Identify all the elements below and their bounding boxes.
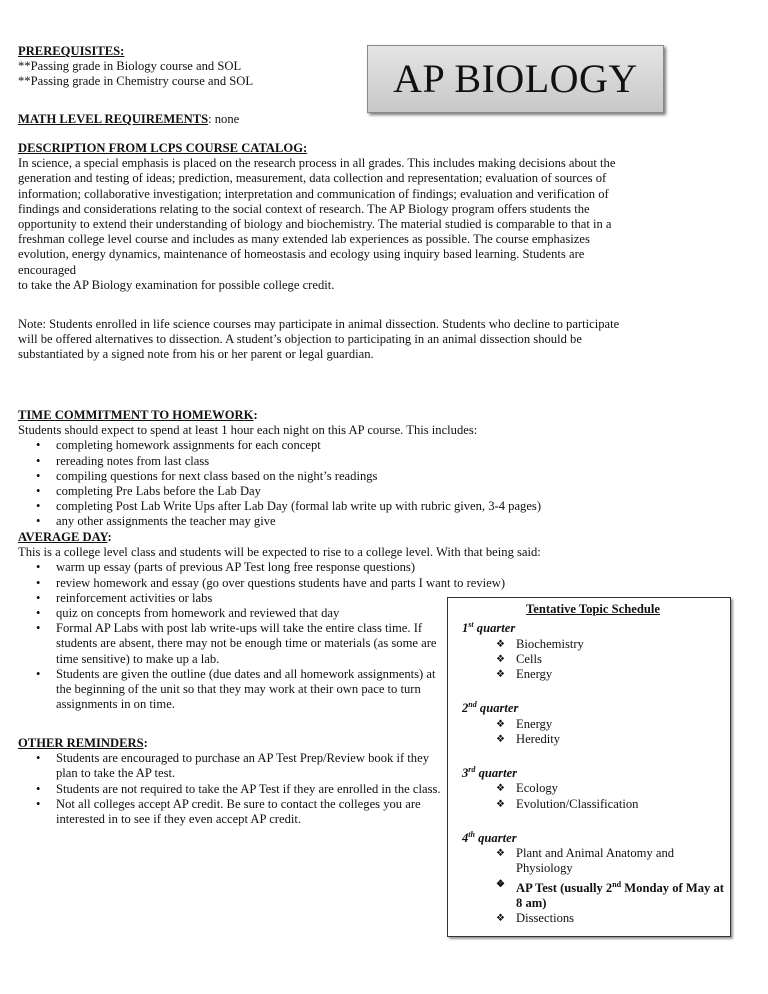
prerequisite-item: **Passing grade in Biology course and SOL bbox=[18, 59, 242, 74]
list-item: • Formal AP Labs with post lab write-ups will take the entire class time. If students are absent, there may not be enough time or materials (as some are time sensitive) to make up a lab. bbox=[44, 621, 446, 667]
document-page bbox=[18, 0, 748, 994]
list-item: • any other assignments the teacher may give bbox=[44, 514, 726, 529]
description-line: freshman college level course and includes as many extended lab experiences as possible. The course emphasizes bbox=[18, 232, 590, 247]
quarter-topics bbox=[462, 717, 724, 747]
list-item: • quiz on concepts from homework and reviewed that day bbox=[44, 606, 446, 621]
list-item: • compiling questions for next class based on the night’s readings bbox=[44, 469, 726, 484]
ap-test-item: ❖ AP Test (usually 2nd Monday of May at 8 am) bbox=[502, 877, 724, 912]
course-title: AP BIOLOGY bbox=[393, 56, 638, 102]
list-item: • reinforcement activities or labs bbox=[44, 591, 726, 606]
description-section bbox=[18, 141, 726, 293]
quarter-topics bbox=[462, 781, 724, 811]
description-line: In science, a special emphasis is placed on the research process in all grades. This includes making decisions about the bbox=[18, 156, 616, 171]
math-requirements bbox=[18, 112, 239, 127]
topic-item: ❖ Ecology bbox=[502, 781, 724, 796]
list-item: • warm up essay (parts of previous AP Test long free response questions) bbox=[44, 560, 726, 575]
quarter-heading: 3rd quarter bbox=[462, 765, 518, 781]
prerequisite-item: **Passing grade in Chemistry course and SOL bbox=[18, 74, 254, 89]
note-line: substantiated by a signed note from his or her parent or legal guardian. bbox=[18, 347, 374, 362]
other-reminders-list bbox=[18, 751, 448, 827]
description-heading: DESCRIPTION FROM LCPS COURSE CATALOG: bbox=[18, 141, 308, 155]
topic-item: ❖ Evolution/Classification bbox=[502, 797, 724, 812]
math-value: : none bbox=[208, 112, 240, 126]
prerequisites-section bbox=[18, 44, 348, 90]
description-line: evolution, energy dynamics, maintenance of homeostasis and ecology using inquiry based learning. Students are bbox=[18, 247, 585, 262]
average-day-intro: This is a college level class and students will be expected to rise to a college level. With that being said: bbox=[18, 545, 541, 560]
quarter-heading: 1st quarter bbox=[462, 620, 516, 636]
list-item: • Students are given the outline (due dates and all homework assignments) at the beginning of the unit so that they may work at their own pace to turn assignments in on time. bbox=[44, 667, 446, 713]
topic-item: ❖ Dissections bbox=[502, 911, 724, 926]
course-title-box bbox=[367, 45, 664, 113]
other-reminders-heading-colon: : bbox=[143, 736, 148, 750]
description-line: information; collaborative investigation; interpretation and communication of findings; evaluation and verification of bbox=[18, 186, 609, 201]
quarter-heading: 2nd quarter bbox=[462, 700, 519, 716]
homework-section bbox=[18, 408, 726, 530]
average-day-heading-colon: : bbox=[107, 530, 112, 544]
homework-heading: TIME COMMITMENT TO HOMEWORK bbox=[18, 408, 254, 422]
note-line: Note: Students enrolled in life science courses may participate in animal dissection. Students who decline to participate bbox=[18, 317, 620, 331]
homework-list bbox=[18, 438, 726, 529]
topic-item: ❖ Cells bbox=[502, 652, 724, 667]
quarter-topics bbox=[462, 846, 724, 926]
description-line: encouraged bbox=[18, 262, 77, 277]
average-day-heading: AVERAGE DAY bbox=[18, 530, 108, 544]
description-line: findings and considerations relating to the social context of research. The AP Biology program offers students the bbox=[18, 201, 590, 216]
list-item: • completing Pre Labs before the Lab Day bbox=[44, 484, 726, 499]
list-item: • Not all colleges accept AP credit. Be sure to contact the colleges you are interested in to see if they even accept AP credit. bbox=[44, 797, 448, 827]
note-line: will be offered alternatives to dissection. A student’s objection to participating in an animal dissection should be bbox=[18, 332, 582, 347]
description-line: opportunity to extend their understanding of biology and biochemistry. The material studied is comparable to that in a bbox=[18, 217, 612, 232]
list-item: • completing Post Lab Write Ups after Lab Day (formal lab write up with rubric given, 3-4 pages) bbox=[44, 499, 726, 514]
list-item: • completing homework assignments for each concept bbox=[44, 438, 726, 453]
topic-schedule-box bbox=[447, 597, 731, 937]
other-reminders-section bbox=[18, 736, 448, 827]
homework-heading-colon: : bbox=[253, 408, 258, 422]
homework-intro: Students should expect to spend at least 1 hour each night on this AP course. This includes: bbox=[18, 423, 478, 438]
list-item: • Students are not required to take the AP Test if they are enrolled in the class. bbox=[44, 782, 448, 797]
quarter-topics bbox=[462, 637, 724, 683]
topic-item: ❖ Energy bbox=[502, 667, 724, 682]
description-line: generation and testing of ideas; prediction, measurement, data collection and representation; evaluation of sources of bbox=[18, 171, 607, 186]
list-item: • rereading notes from last class bbox=[44, 454, 726, 469]
other-reminders-heading: OTHER REMINDERS bbox=[18, 736, 144, 750]
list-item: • Students are encouraged to purchase an AP Test Prep/Review book if they plan to take the AP test. bbox=[44, 751, 448, 781]
topic-item: ❖ Energy bbox=[502, 717, 724, 732]
prerequisites-heading: PREREQUISITES: bbox=[18, 44, 125, 58]
topic-item: ❖ Biochemistry bbox=[502, 637, 724, 652]
description-line: to take the AP Biology examination for possible college credit. bbox=[18, 277, 335, 292]
quarter-heading: 4th quarter bbox=[462, 829, 517, 845]
topic-item: ❖ Heredity bbox=[502, 732, 724, 747]
topic-item: ❖ Plant and Animal Anatomy and Physiology bbox=[502, 846, 724, 876]
dissection-note bbox=[18, 317, 726, 363]
list-item: • review homework and essay (go over questions students have and parts I want to review) bbox=[44, 576, 726, 591]
math-label: MATH LEVEL REQUIREMENTS bbox=[18, 112, 209, 126]
schedule-title: Tentative Topic Schedule bbox=[526, 602, 660, 616]
